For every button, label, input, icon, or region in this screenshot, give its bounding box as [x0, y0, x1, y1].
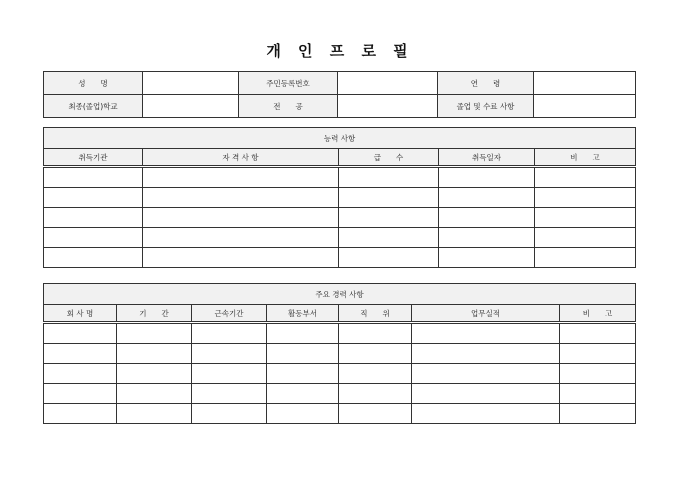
- table-row: [44, 323, 636, 344]
- table-cell[interactable]: [267, 323, 339, 344]
- table-cell[interactable]: [535, 208, 636, 228]
- school-label: 최종(졸업)학교: [44, 95, 143, 118]
- major-field[interactable]: [338, 95, 438, 118]
- table-cell[interactable]: [439, 228, 535, 248]
- qualifications-section-title: 능력 사항: [44, 128, 636, 149]
- table-cell[interactable]: [192, 404, 267, 424]
- personal-row: [44, 72, 636, 95]
- resident-number-field[interactable]: [338, 72, 438, 95]
- qualifications-table: [43, 127, 636, 268]
- table-row: [44, 188, 636, 208]
- career-section-title: 주요 경력 사항: [44, 284, 636, 305]
- career-col-header: 비 고: [560, 305, 636, 323]
- major-label: 전 공: [239, 95, 338, 118]
- age-label: 연 령: [438, 72, 534, 95]
- career-section-row: [44, 284, 636, 305]
- qualifications-col-header: 비 고: [535, 149, 636, 167]
- qualifications-col-header: 자 격 사 항: [143, 149, 339, 167]
- table-cell[interactable]: [535, 167, 636, 188]
- table-row: [44, 364, 636, 384]
- table-cell[interactable]: [412, 344, 560, 364]
- school-field[interactable]: [143, 95, 239, 118]
- table-cell[interactable]: [192, 344, 267, 364]
- table-cell[interactable]: [339, 404, 412, 424]
- table-cell[interactable]: [412, 404, 560, 424]
- table-cell[interactable]: [192, 323, 267, 344]
- table-cell[interactable]: [267, 404, 339, 424]
- table-cell[interactable]: [535, 188, 636, 208]
- qualifications-col-header: 취득기관: [44, 149, 143, 167]
- table-cell[interactable]: [560, 344, 636, 364]
- table-row: [44, 167, 636, 188]
- table-cell[interactable]: [143, 228, 339, 248]
- table-cell[interactable]: [44, 344, 117, 364]
- table-cell[interactable]: [143, 208, 339, 228]
- table-cell[interactable]: [339, 364, 412, 384]
- table-cell[interactable]: [412, 323, 560, 344]
- table-cell[interactable]: [143, 167, 339, 188]
- table-cell[interactable]: [339, 384, 412, 404]
- table-cell[interactable]: [339, 248, 439, 268]
- table-row: [44, 208, 636, 228]
- table-cell[interactable]: [339, 344, 412, 364]
- career-col-header: 직 위: [339, 305, 412, 323]
- table-cell[interactable]: [117, 404, 192, 424]
- graduation-field[interactable]: [534, 95, 636, 118]
- resident-number-label: 주민등록번호: [239, 72, 338, 95]
- table-row: [44, 344, 636, 364]
- table-cell[interactable]: [439, 248, 535, 268]
- table-cell[interactable]: [412, 364, 560, 384]
- table-cell[interactable]: [117, 344, 192, 364]
- qualifications-section-row: [44, 128, 636, 149]
- table-cell[interactable]: [560, 364, 636, 384]
- personal-row: [44, 95, 636, 118]
- table-cell[interactable]: [44, 167, 143, 188]
- age-field[interactable]: [534, 72, 636, 95]
- table-cell[interactable]: [44, 208, 143, 228]
- table-cell[interactable]: [44, 384, 117, 404]
- table-cell[interactable]: [560, 404, 636, 424]
- table-row: [44, 384, 636, 404]
- table-cell[interactable]: [44, 323, 117, 344]
- career-col-header: 활동부서: [267, 305, 339, 323]
- qualifications-col-header: 급 수: [339, 149, 439, 167]
- table-cell[interactable]: [535, 228, 636, 248]
- table-cell[interactable]: [44, 228, 143, 248]
- name-label: 성 명: [44, 72, 143, 95]
- qualifications-header-row: [44, 149, 636, 167]
- table-cell[interactable]: [339, 228, 439, 248]
- table-cell[interactable]: [535, 248, 636, 268]
- table-cell[interactable]: [117, 384, 192, 404]
- table-cell[interactable]: [267, 344, 339, 364]
- career-col-header: 기 간: [117, 305, 192, 323]
- table-cell[interactable]: [439, 167, 535, 188]
- table-cell[interactable]: [339, 208, 439, 228]
- table-cell[interactable]: [267, 364, 339, 384]
- table-cell[interactable]: [117, 323, 192, 344]
- table-cell[interactable]: [117, 364, 192, 384]
- table-cell[interactable]: [412, 384, 560, 404]
- table-cell[interactable]: [339, 323, 412, 344]
- name-field[interactable]: [143, 72, 239, 95]
- career-table: [43, 283, 636, 424]
- table-cell[interactable]: [44, 248, 143, 268]
- table-cell[interactable]: [339, 188, 439, 208]
- career-header-row: [44, 305, 636, 323]
- page-title: 개 인 프 로 필: [266, 42, 414, 60]
- table-cell[interactable]: [143, 248, 339, 268]
- table-cell[interactable]: [44, 404, 117, 424]
- graduation-label: 졸업 및 수료 사항: [438, 95, 534, 118]
- table-cell[interactable]: [267, 384, 339, 404]
- career-col-header: 회 사 명: [44, 305, 117, 323]
- table-cell[interactable]: [560, 384, 636, 404]
- table-cell[interactable]: [560, 323, 636, 344]
- table-row: [44, 404, 636, 424]
- table-cell[interactable]: [339, 167, 439, 188]
- table-cell[interactable]: [192, 364, 267, 384]
- table-cell[interactable]: [44, 364, 117, 384]
- career-col-header: 근속기간: [192, 305, 267, 323]
- qualifications-col-header: 취득일자: [439, 149, 535, 167]
- personal-info-table: [43, 71, 636, 118]
- table-row: [44, 248, 636, 268]
- career-col-header: 업무실적: [412, 305, 560, 323]
- table-cell[interactable]: [44, 188, 143, 208]
- table-row: [44, 228, 636, 248]
- table-cell[interactable]: [439, 188, 535, 208]
- table-cell[interactable]: [192, 384, 267, 404]
- table-cell[interactable]: [439, 208, 535, 228]
- table-cell[interactable]: [143, 188, 339, 208]
